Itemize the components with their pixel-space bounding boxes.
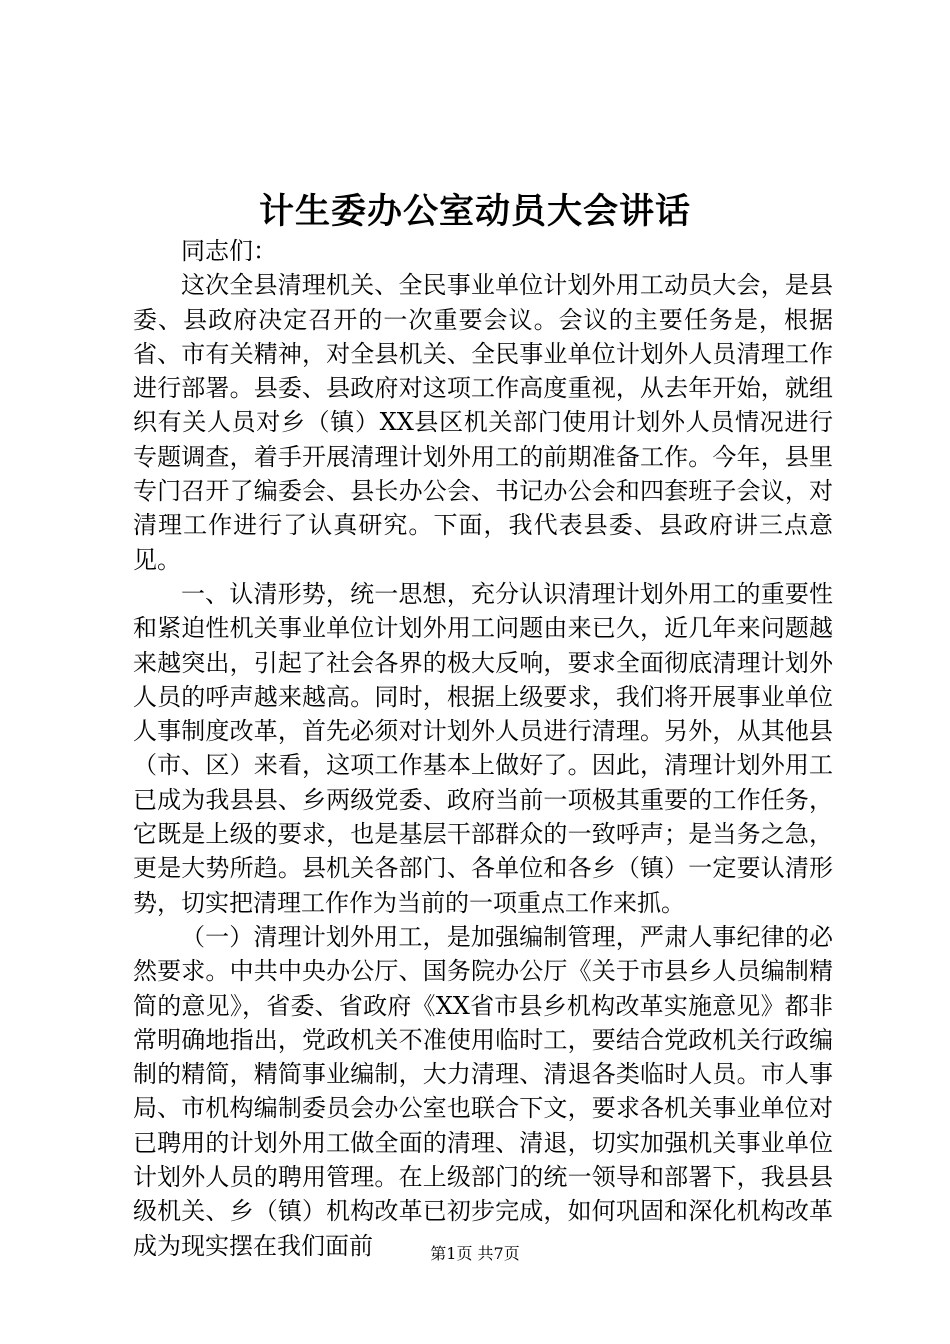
salutation-paragraph: 同志们： [181,237,277,265]
body-paragraph-intro: 这次全县清理机关、全民事业单位计划外用工动员大会，是县委、县政府决定召开的一次重要会议。会议的主要任务是，根据省、市有关精神，对全县机关、全民事业单位计划外人员清理工作进行部署。县委、县政府对这项工作高度重视，从去年开始，就组织有关人员对乡（镇）XX县区机关部门使用计划外人员情况进行专题调查，着手开展清理计划外用工的前期准备工作。今年，县里专门召开了编委会、县长办公会、书记办公会和四套班子会议，对清理工作进行了认真研究。下面，我代表县委、县政府讲三点意见。 [133,271,833,574]
body-paragraph-section-one: 一、认清形势，统一思想，充分认识清理计划外用工的重要性和紧迫性机关事业单位计划外用工问题由来已久，近几年来问题越来越突出，引起了社会各界的极大反响，要求全面彻底清理计划外人员的呼声越来越高。同时，根据上级要求，我们将开展事业单位人事制度改革，首先必须对计划外人员进行清理。另外，从其他县（市、区）来看，这项工作基本上做好了。因此，清理计划外用工已成为我县县、乡两级党委、政府当前一项极其重要的工作任务，它既是上级的要求，也是基层干部群众的一致呼声；是当务之急，更是大势所趋。县机关各部门、各单位和各乡（镇）一定要认清形势，切实把清理工作作为当前的一项重点工作来抓。 [133,579,833,917]
body-paragraph-subsection-one: （一）清理计划外用工，是加强编制管理，严肃人事纪律的必然要求。中共中央办公厅、国务院办公厅《关于市县乡人员编制精简的意见》，省委、省政府《XX省市县乡机构改革实施意见》都非常明确地指出，党政机关不准使用临时工，要结合党政机关行政编制的精简，精简事业编制，大力清理、清退各类临时人员。市人事局、市机构编制委员会办公室也联合下文，要求各机关事业单位对已聘用的计划外用工做全面的清理、清退，切实加强机关事业单位计划外人员的聘用管理。在上级部门的统一领导和部署下，我县县级机关、乡（镇）机构改革已初步完成，如何巩固和深化机构改革成为现实摆在我们面前 [133,922,833,1260]
page-number-footer: 第1页 共7页 [430,1244,520,1263]
document-body [133,234,833,1263]
document-title: 计生委办公室动员大会讲话 [258,191,691,232]
